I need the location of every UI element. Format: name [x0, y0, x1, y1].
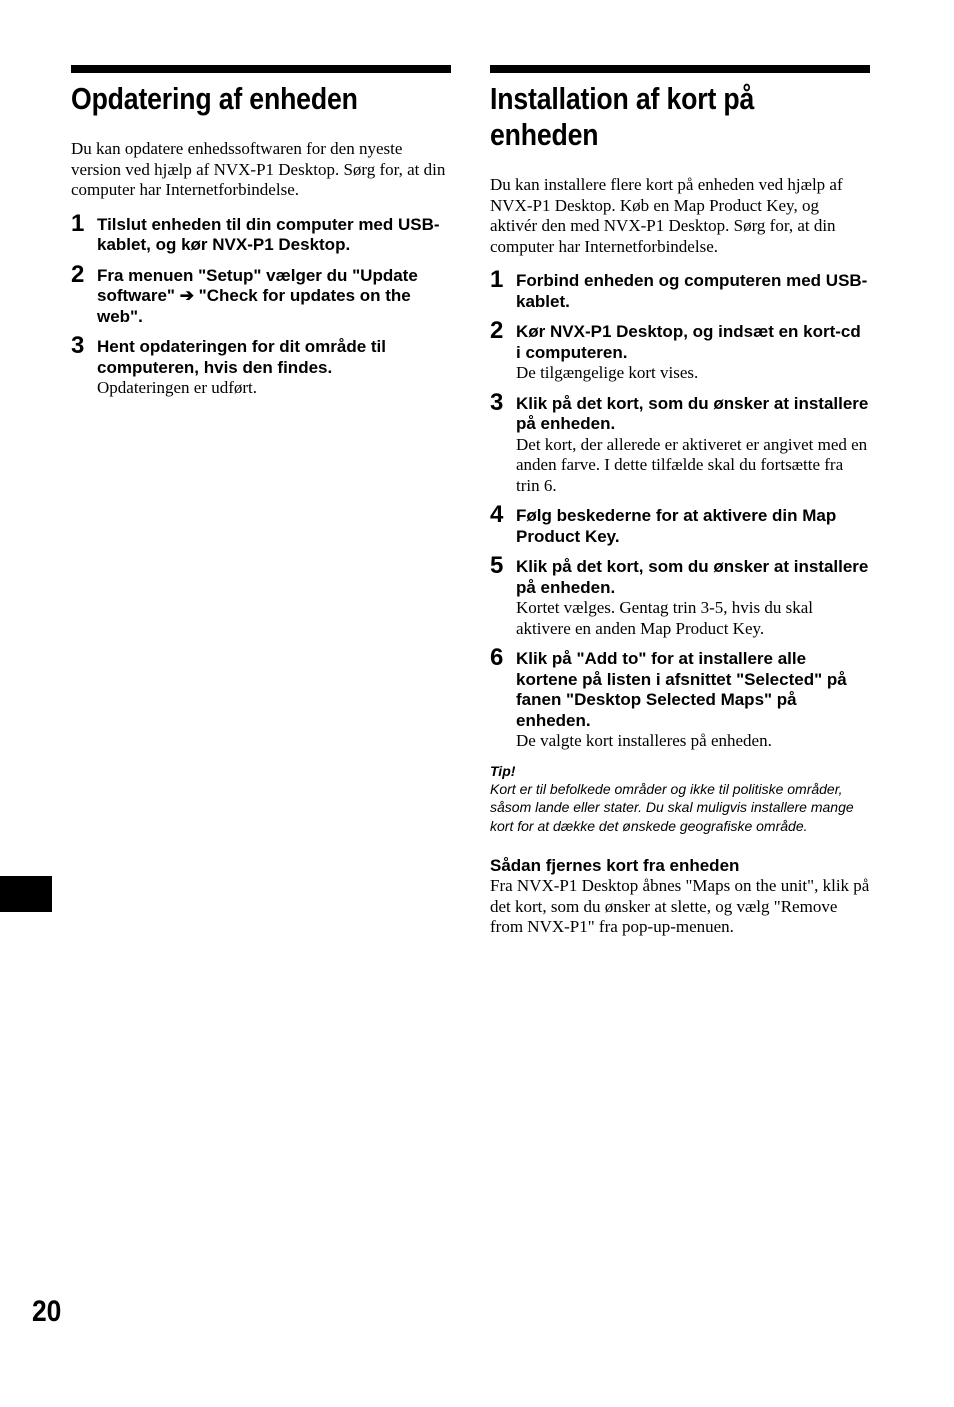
step-description: Opdateringen er udført.	[97, 378, 258, 397]
left-column	[71, 65, 451, 409]
install-step-2	[490, 317, 870, 384]
step-title: Fra menuen "Setup" vælger du "Update software" ➔ "Check for updates on the web".	[97, 265, 418, 326]
install-step-1	[490, 266, 870, 312]
section-title-install: Installation af kort på enheden	[490, 81, 755, 152]
step-number: 1	[490, 266, 504, 293]
step-description: Kortet vælges. Gentag trin 3-5, hvis du skal aktivere en anden Map Product Key.	[516, 598, 813, 638]
step-description: Det kort, der allerede er aktiveret er angivet med en anden farve. I dette tilfælde skal du fortsætte fra trin 6.	[516, 434, 868, 495]
step-title: Følg beskederne for at aktivere din Map Product Key.	[516, 506, 837, 546]
right-column	[490, 65, 870, 938]
section-tab-marker	[0, 876, 52, 912]
step-title: Klik på det kort, som du ønsker at installere på enheden.	[516, 393, 869, 433]
step-title: Hent opdateringen for dit område til computeren, hvis den findes.	[97, 337, 387, 377]
remove-maps-heading: Sådan fjernes kort fra enheden	[490, 856, 740, 875]
step-number: 1	[71, 209, 85, 237]
step-number: 6	[490, 644, 504, 671]
install-intro: Du kan installere flere kort på enheden ved hjælp af NVX-P1 Desktop. Køb en Map Product Key, og aktivér den med NVX-P1 Desktop. Sørg for, at din computer har Internetforbindelse.	[490, 175, 843, 256]
install-step-6	[490, 644, 870, 752]
update-step-3	[71, 332, 451, 399]
step-number: 3	[490, 388, 504, 416]
heading-rule	[490, 65, 870, 73]
step-description: De tilgængelige kort vises.	[516, 363, 699, 382]
step-number: 2	[490, 317, 504, 344]
tip-label: Tip!	[490, 762, 516, 779]
page-number: 20	[32, 1295, 62, 1328]
step-description: De valgte kort installeres på enheden.	[516, 731, 772, 750]
remove-maps-text: Fra NVX-P1 Desktop åbnes "Maps on the unit", klik på det kort, som du ønsker at slette, og vælg "Remove from NVX-P1" fra pop-up-menuen.	[490, 876, 870, 936]
section-title-update: Opdatering af enheden	[71, 81, 358, 116]
tip-text: Kort er til befolkede områder og ikke til politiske områder, såsom lande eller stater. Du skal muligvis installere mange kort for at dække det ønskede geografiske område.	[490, 780, 854, 834]
update-step-1	[71, 209, 451, 256]
install-step-5	[490, 552, 870, 639]
step-number: 5	[490, 552, 504, 579]
update-step-2	[71, 260, 451, 328]
step-title: Klik på "Add to" for at installere alle kortene på listen i afsnittet "Selected" på fanen "Desktop Selected Maps" på enheden.	[516, 649, 847, 730]
install-step-4	[490, 501, 870, 547]
install-step-3	[490, 388, 870, 497]
heading-rule	[71, 65, 451, 73]
tip-box	[490, 762, 870, 836]
step-title: Tilslut enheden til din computer med USB-kablet, og kør NVX-P1 Desktop.	[97, 214, 440, 254]
update-intro: Du kan opdatere enhedssoftwaren for den nyeste version ved hjælp af NVX-P1 Desktop. Sørg for, at din computer har Internetforbindelse.	[71, 139, 446, 199]
step-title: Klik på det kort, som du ønsker at installere på enheden.	[516, 557, 869, 597]
step-number: 4	[490, 501, 504, 528]
step-number: 3	[71, 332, 85, 359]
step-number: 2	[71, 260, 85, 288]
step-title: Forbind enheden og computeren med USB-kablet.	[516, 271, 868, 311]
step-title: Kør NVX-P1 Desktop, og indsæt en kort-cd i computeren.	[516, 322, 861, 362]
